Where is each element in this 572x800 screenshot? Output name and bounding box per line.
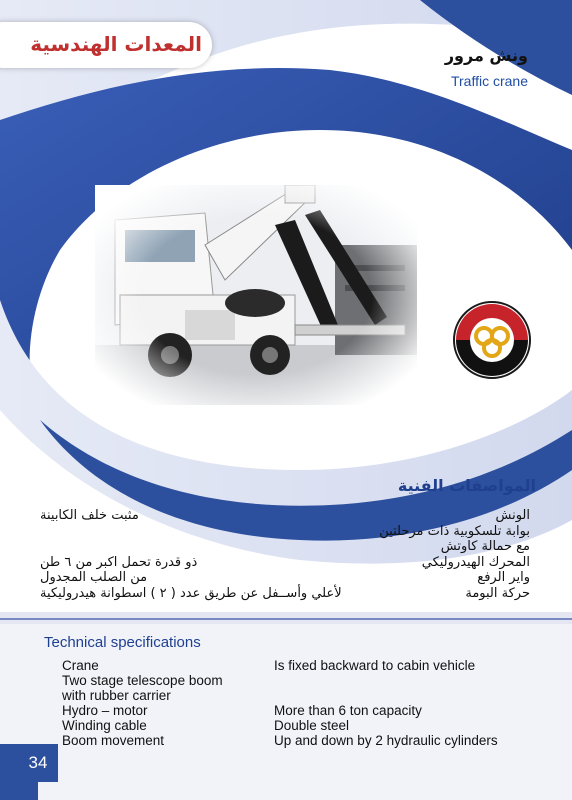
divider-line <box>0 618 572 620</box>
spec-row <box>40 508 530 524</box>
spec-item: Boom movement <box>62 733 165 748</box>
spec-item: حركة البومة <box>465 585 530 601</box>
spec-value: Up and down by 2 hydraulic cylinders <box>274 733 498 748</box>
spec-item: الونش <box>495 508 530 523</box>
spec-item: Two stage telescope boom <box>62 673 223 688</box>
specs-english-title: Technical specifications <box>44 634 201 651</box>
spec-value: لأعلي وأســفل عن طريق عدد ( ٢ ) اسطوانة هيدروليكية <box>40 585 342 601</box>
spec-value: Double steel <box>274 718 350 733</box>
spec-row <box>62 673 498 688</box>
spec-row <box>62 658 498 673</box>
spec-item: with rubber carrier <box>62 688 171 703</box>
specs-english-list <box>62 658 498 748</box>
product-name-arabic: ونش مرور <box>444 46 528 65</box>
spec-item: مع حمالة كاوتش <box>440 539 530 554</box>
spec-value: مثبت خلف الكابينة <box>40 508 139 523</box>
traffic-crane-photo <box>95 185 417 405</box>
company-logo <box>452 300 532 380</box>
spec-value: Is fixed backward to cabin vehicle <box>274 658 476 673</box>
page-title: المعدات الهندسية <box>30 32 202 56</box>
page-number: 34 <box>18 744 58 782</box>
specs-arabic-list <box>40 508 530 601</box>
spec-row <box>40 539 530 555</box>
spec-row <box>62 688 498 703</box>
spec-row <box>40 586 530 602</box>
spec-item: واير الرفع <box>477 570 530 585</box>
spec-value: More than 6 ton capacity <box>274 703 422 718</box>
spec-value: ذو قدرة تحمل اكبر من ٦ طن <box>40 554 198 570</box>
product-name-english: Traffic crane <box>450 73 528 89</box>
spec-row <box>40 555 530 571</box>
spec-row <box>62 718 498 733</box>
spec-item: Crane <box>62 658 99 673</box>
spec-item: Hydro – motor <box>62 703 148 718</box>
spec-row <box>62 703 498 718</box>
spec-value: من الصلب المجدول <box>40 570 148 585</box>
spec-row <box>62 733 498 748</box>
spec-item: المحرك الهيدروليكي <box>421 554 530 570</box>
spec-row <box>40 524 530 540</box>
specs-arabic-title: المواصفات الفنية <box>397 476 536 495</box>
spec-item: Winding cable <box>62 718 147 733</box>
spec-item: بوابة تلسكوبية ذات مرحلتين <box>379 523 530 539</box>
spec-row <box>40 570 530 586</box>
